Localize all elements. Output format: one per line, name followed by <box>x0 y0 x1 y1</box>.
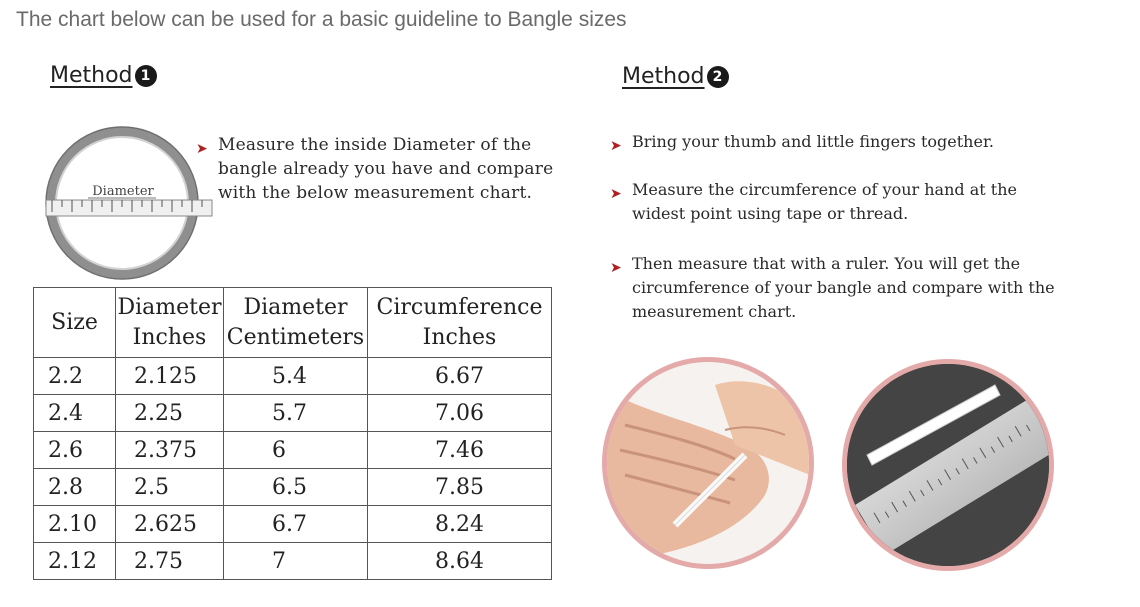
table-row <box>34 543 552 580</box>
table-row <box>34 506 552 543</box>
method-1-heading-text: Method <box>50 63 133 88</box>
method-2-number-badge: 2 <box>707 66 729 88</box>
intro-text: The chart below can be used for a basic guideline to Bangle sizes <box>16 8 627 31</box>
cell-size: 2.8 <box>34 469 116 506</box>
method-1-instruction-text: Measure the inside Diameter of the bangle already you have and compare with the below measurement chart. <box>218 135 554 203</box>
arrowhead-icon: ➤ <box>610 138 622 154</box>
cell-diameter-centimeters: 6.5 <box>224 469 368 506</box>
table-row <box>34 469 552 506</box>
arrowhead-icon: ➤ <box>610 186 622 202</box>
hand-measuring-photo <box>602 357 814 569</box>
cell-diameter-inches: 2.125 <box>116 358 224 395</box>
arrowhead-icon: ➤ <box>196 141 208 157</box>
cell-diameter-centimeters: 5.4 <box>224 358 368 395</box>
ruler-icon <box>46 200 212 216</box>
method-2-step-text: Then measure that with a ruler. You will get the circumference of your bangle and compare with the measurement chart. <box>632 254 1055 321</box>
cell-circumference-inches: 8.64 <box>368 543 552 580</box>
cell-diameter-inches: 2.75 <box>116 543 224 580</box>
arrowhead-icon: ➤ <box>610 260 622 276</box>
cell-circumference-inches: 7.46 <box>368 432 552 469</box>
cell-diameter-centimeters: 7 <box>224 543 368 580</box>
cell-diameter-inches: 2.5 <box>116 469 224 506</box>
cell-diameter-centimeters: 6.7 <box>224 506 368 543</box>
method-2-photos <box>595 355 1065 585</box>
header-size: Size <box>34 288 116 358</box>
cell-diameter-centimeters: 6 <box>224 432 368 469</box>
cell-size: 2.6 <box>34 432 116 469</box>
ruler-photo <box>842 359 1065 571</box>
table-row <box>34 358 552 395</box>
cell-circumference-inches: 8.24 <box>368 506 552 543</box>
cell-diameter-inches: 2.375 <box>116 432 224 469</box>
method-2-step-text: Measure the circumference of your hand at the widest point using tape or thread. <box>632 180 1017 223</box>
cell-size: 2.10 <box>34 506 116 543</box>
table-row <box>34 395 552 432</box>
method-1-heading <box>50 63 157 88</box>
table-header-row <box>34 288 552 358</box>
table-row <box>34 432 552 469</box>
bangle-ring-icon <box>38 118 218 283</box>
method-1-instruction <box>196 133 576 205</box>
method-2-heading <box>622 64 729 89</box>
bangle-size-table <box>33 287 552 580</box>
cell-diameter-centimeters: 5.7 <box>224 395 368 432</box>
cell-diameter-inches: 2.25 <box>116 395 224 432</box>
cell-size: 2.2 <box>34 358 116 395</box>
cell-size: 2.12 <box>34 543 116 580</box>
method-2-step-3 <box>610 252 1062 324</box>
cell-size: 2.4 <box>34 395 116 432</box>
method-2-step-1 <box>610 130 1080 154</box>
header-diameter-inches: Diameter Inches <box>116 288 224 358</box>
cell-diameter-inches: 2.625 <box>116 506 224 543</box>
header-diameter-centimeters: Diameter Centimeters <box>224 288 368 358</box>
method-2-heading-text: Method <box>622 64 705 89</box>
ring-diameter-label: Diameter <box>92 184 154 199</box>
method-2-step-2 <box>610 178 1040 226</box>
cell-circumference-inches: 6.67 <box>368 358 552 395</box>
method-2-step-text: Bring your thumb and little fingers together. <box>632 132 994 151</box>
cell-circumference-inches: 7.06 <box>368 395 552 432</box>
header-circumference-inches: Circumference Inches <box>368 288 552 358</box>
method-1-number-badge: 1 <box>135 65 157 87</box>
cell-circumference-inches: 7.85 <box>368 469 552 506</box>
